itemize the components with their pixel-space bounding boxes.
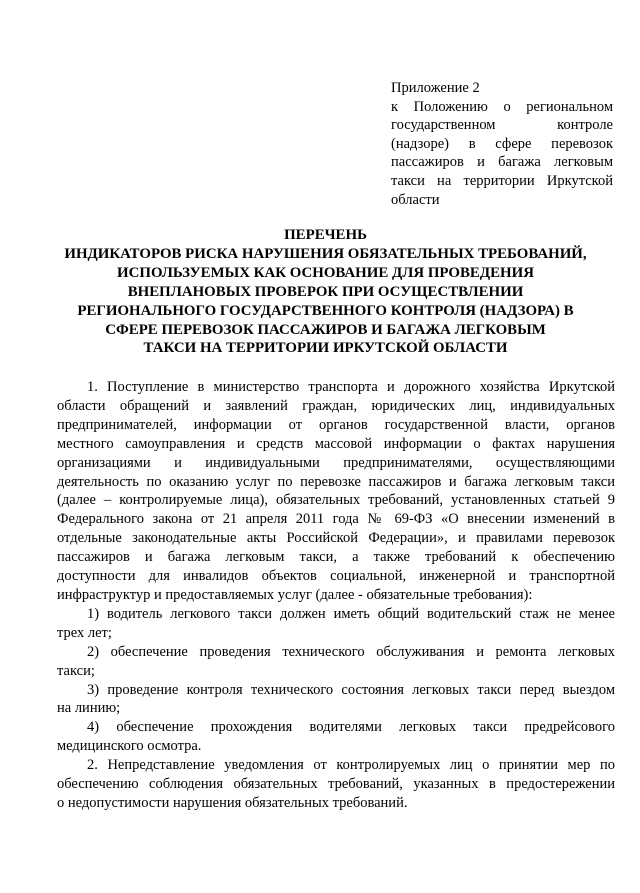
body-line: 3) проведение контроля технического состояния легковых такси перед выездом bbox=[87, 681, 615, 698]
body-line: 1) водитель легкового такси должен иметь общий водительский стаж не менее bbox=[87, 605, 615, 622]
body-line: пассажиров и багажа легковым такси, а также требований к обеспечению bbox=[57, 549, 615, 566]
annex-line: такси на территории Иркутской bbox=[391, 172, 613, 189]
body-line: о недопустимости нарушения обязательных требований. bbox=[57, 794, 408, 811]
document-title bbox=[40, 226, 611, 358]
body-line: 2. Непредставление уведомления от контролируемых лиц о принятии мер по bbox=[87, 757, 615, 774]
title-line: ТАКСИ НА ТЕРРИТОРИИ ИРКУТСКОЙ ОБЛАСТИ bbox=[143, 340, 508, 357]
body-line: обеспечению соблюдения обязательных требований, указанных в предостережении bbox=[57, 776, 615, 793]
annex-line: пассажиров и багажа легковым bbox=[391, 154, 613, 171]
body-line: Федерального закона от 21 апреля 2011 года № 69-ФЗ «О внесении изменений в bbox=[57, 511, 615, 528]
title-line: СФЕРЕ ПЕРЕВОЗОК ПАССАЖИРОВ И БАГАЖА ЛЕГКОВЫМ bbox=[105, 321, 546, 338]
annex-line: области bbox=[391, 191, 440, 208]
body-line: области обращений и заявлений граждан, юридических лиц, индивидуальных bbox=[57, 397, 615, 414]
body-line: такси; bbox=[57, 662, 95, 679]
paragraph-2 bbox=[57, 756, 615, 813]
paragraph-1 bbox=[57, 378, 615, 605]
document-body bbox=[57, 378, 615, 813]
title-line: ВНЕПЛАНОВЫХ ПРОВЕРОК ПРИ ОСУЩЕСТВЛЕНИИ bbox=[127, 283, 524, 300]
annex-line: Приложение 2 bbox=[391, 80, 480, 96]
title-line: РЕГИОНАЛЬНОГО ГОСУДАРСТВЕННОГО КОНТРОЛЯ (НАДЗОРА) В bbox=[77, 302, 574, 319]
body-line: деятельность по оказанию услуг по перевозке пассажиров и багажа легковым такси bbox=[57, 473, 615, 490]
body-line: на линию; bbox=[57, 700, 121, 717]
list-item-1 bbox=[57, 605, 615, 643]
title-line: ИСПОЛЬЗУЕМЫХ КАК ОСНОВАНИЕ ДЛЯ ПРОВЕДЕНИЯ bbox=[117, 264, 534, 281]
annex-line: (надзоре) в сфере перевозок bbox=[391, 135, 613, 152]
annex-line: к Положению о региональном bbox=[391, 98, 613, 115]
annex-block bbox=[391, 79, 613, 209]
body-line: предпринимателей, информации от органов государственной власти, органов bbox=[57, 416, 615, 433]
body-line: 4) обеспечение прохождения водителями легковых такси предрейсового bbox=[87, 719, 615, 736]
body-line: 2) обеспечение проведения технического обслуживания и ремонта легковых bbox=[87, 643, 615, 660]
body-line: 1. Поступление в министерство транспорта и дорожного хозяйства Иркутской bbox=[87, 379, 615, 395]
list-item-2 bbox=[57, 643, 615, 681]
body-line: медицинского осмотра. bbox=[57, 738, 202, 755]
body-line: организациями и индивидуальными предпринимателями, осуществляющими bbox=[57, 454, 615, 471]
title-line: ИНДИКАТОРОВ РИСКА НАРУШЕНИЯ ОБЯЗАТЕЛЬНЫХ ТРЕБОВАНИЙ, bbox=[64, 245, 587, 262]
body-line: местного самоуправления и средств массовой информации о фактах нарушения bbox=[57, 435, 615, 452]
body-line: инфраструктур и предоставляемых услуг (далее - обязательные требования): bbox=[57, 586, 533, 603]
list-item-3 bbox=[57, 681, 615, 719]
body-line: трех лет; bbox=[57, 624, 112, 641]
annex-line: государственном контроле bbox=[391, 117, 613, 134]
body-line: (далее – контролируемые лица), обязательных требований, установленных статьей 9 bbox=[57, 492, 615, 509]
title-line: ПЕРЕЧЕНЬ bbox=[284, 227, 367, 243]
body-line: отдельные законодательные акты Российской Федерации», и правилами перевозок bbox=[57, 530, 615, 547]
list-item-4 bbox=[57, 718, 615, 756]
body-line: доступности для инвалидов объектов социальной, инженерной и транспортной bbox=[57, 568, 615, 585]
